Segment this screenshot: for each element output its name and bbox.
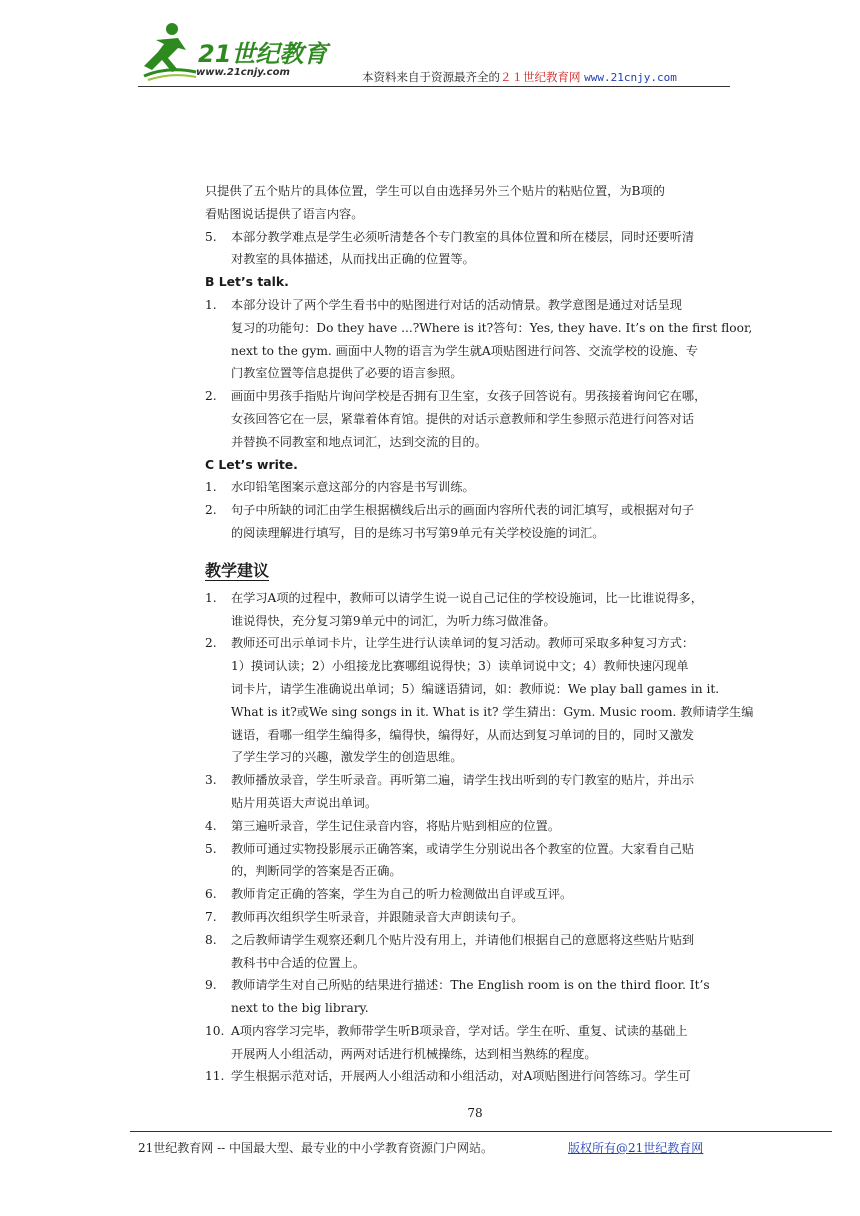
text-line: 水印铅笔图案示意这部分的内容是书写训练。 [231,480,475,495]
list-item [205,974,775,1020]
text-line: 教师请学生对自己所贴的结果进行描述：The English room is on the third floor. It’s [231,978,710,993]
text-line: 对教室的具体描述，从而找出正确的位置等。 [231,252,475,267]
text-line: 第三遍听录音，学生记住录音内容，将贴片贴到相应的位置。 [231,818,561,833]
text-line: 的阅读理解进行填写，目的是练习书写第9单元有关学校设施的词汇。 [231,525,605,540]
text-line: 画面中男孩手指贴片询问学校是否拥有卫生室，女孩子回答说有。男孩接着询问它在哪， [231,389,707,404]
text-line: 谁说得快，充分复习第9单元中的词汇，为听力练习做准备。 [231,613,556,628]
item-number: 5. [205,841,217,856]
item-number: 1. [205,590,217,605]
item-number: 4. [205,818,217,833]
item-number: 11. [205,1069,225,1084]
logo-text: 21世纪教育 [198,40,328,68]
text-line: 看贴图说话提供了语言内容。 [205,206,364,221]
list-item [205,476,775,499]
text-line: 教师肯定正确的答案，学生为自己的听力检测做出自评或互评。 [231,887,573,902]
list-item [205,1065,775,1088]
list-item [205,929,775,975]
text-line: 谜语，看哪一组学生编得多，编得快，编得好，从而达到复习单词的目的，同时又激发 [231,727,695,742]
header-brand-link[interactable]: ２１世纪教育网 [500,70,581,84]
intro-paragraph [205,180,775,226]
item-number: 9. [205,978,217,993]
item-number: 2. [205,389,217,404]
text-line: 的，判断同学的答案是否正确。 [231,864,402,879]
text-line: 教师播放录音，学生听录音。再听第二遍，请学生找出听到的专门教室的贴片，并出示 [231,773,695,788]
text-line: 门教室位置等信息提供了必要的语言参照。 [231,366,463,381]
item-number: 1. [205,297,217,312]
section-b-heading: B Let’s talk. [205,274,289,290]
text-line: 1）摸词认读；2）小组接龙比赛哪组说得快；3）读单词说中文；4）教师快速闪现单 [231,659,689,674]
item-number: 8. [205,932,217,947]
header-note-prefix: 本资料来自于资源最齐全的 [362,70,500,84]
site-logo[interactable] [138,20,338,84]
teaching-suggestions-heading: 教学建议 [205,560,270,580]
text-line: 并替换不同教室和地点词汇，达到交流的目的。 [231,434,487,449]
text-line: 复习的功能句：Do they have ...?Where is it?答句：Yes, they have. It’s on the first floor, [231,320,753,335]
text-line: next to the big library. [231,1001,369,1016]
list-item [205,769,775,815]
item-number: 3. [205,773,217,788]
text-line: 了学生学习的兴趣，激发学生的创造思维。 [231,750,463,765]
list-item [205,226,775,272]
page-body [205,180,775,1125]
page-footer [138,1139,838,1156]
list-item [205,632,775,769]
item-number: 1. [205,480,217,495]
text-line: 只提供了五个贴片的具体位置，学生可以自由选择另外三个贴片的粘贴位置，为B项的 [205,184,665,198]
logo-url: www.21cnjy.com [196,67,290,78]
list-item [205,385,775,453]
text-line: 本部分设计了两个学生看书中的贴图进行对话的活动情景。教学意图是通过对话呈现 [231,297,682,312]
item-number: 7. [205,909,217,924]
footer-divider [130,1131,832,1132]
text-line: A项内容学习完毕，教师带学生听B项录音，学对话。学生在听、重复、试读的基础上 [231,1023,688,1038]
list-item [205,815,775,838]
page-number: 78 [467,1106,483,1121]
list-item [205,838,775,884]
footer-tagline: 21世纪教育网 -- 中国最大型、最专业的中小学教育资源门户网站。 [138,1141,494,1155]
header-divider [138,86,730,87]
list-item [205,906,775,929]
text-line: 学生根据示范对话，开展两人小组活动和小组活动，对A项贴图进行问答练习。学生可 [231,1069,691,1084]
text-line: 句子中所缺的词汇由学生根据横线后出示的画面内容所代表的词汇填写，或根据对句子 [231,503,695,518]
text-line: 教师还可出示单词卡片，让学生进行认读单词的复习活动。教师可采取多种复习方式： [231,636,695,651]
text-line: 教师可通过实物投影展示正确答案，或请学生分别说出各个教室的位置。大家看自己贴 [231,841,695,856]
item-number: 2. [205,503,217,518]
section-c-heading: C Let’s write. [205,456,298,472]
list-item [205,587,775,633]
item-number: 5. [205,229,217,244]
text-line: 之后教师请学生观察还剩几个贴片没有用上，并请他们根据自己的意愿将这些贴片贴到 [231,932,695,947]
text-line: 教科书中合适的位置上。 [231,955,366,970]
text-line: 词卡片，请学生准确说出单词；5）编谜语猜词，如：教师说：We play ball games in it. [231,681,720,696]
text-line: 开展两人小组活动，两两对话进行机械操练，达到相当熟练的程度。 [231,1046,597,1061]
text-line: 本部分教学难点是学生必须听清楚各个专门教室的具体位置和所在楼层，同时还要听清 [231,229,695,244]
text-line: What is it?或We sing songs in it. What is it? 学生猜出：Gym. Music room. 教师请学生编 [231,704,754,719]
header-url-link[interactable]: www.21cnjy.com [584,71,677,84]
header-note [362,69,677,85]
list-item [205,1020,775,1066]
runner-logo-icon [138,20,198,82]
page-header [0,0,860,90]
text-line: 教师再次组织学生听录音，并跟随录音大声朗读句子。 [231,909,524,924]
item-number: 2. [205,636,217,651]
item-number: 6. [205,887,217,902]
text-line: 在学习A项的过程中，教师可以请学生说一说自己记住的学校设施词，比一比谁说得多， [231,590,703,605]
item-number: 10. [205,1023,225,1038]
list-item [205,883,775,906]
copyright-link[interactable]: 版权所有@21世纪教育网 [568,1141,704,1155]
list-item [205,294,775,385]
text-line: next to the gym. 画面中人物的语言为学生就A项贴图进行问答、交流学校的设施、专 [231,343,698,358]
list-item [205,499,775,545]
text-line: 贴片用英语大声说出单词。 [231,795,378,810]
text-line: 女孩回答它在一层，紧靠着体育馆。提供的对话示意教师和学生参照示范进行问答对话 [231,411,695,426]
